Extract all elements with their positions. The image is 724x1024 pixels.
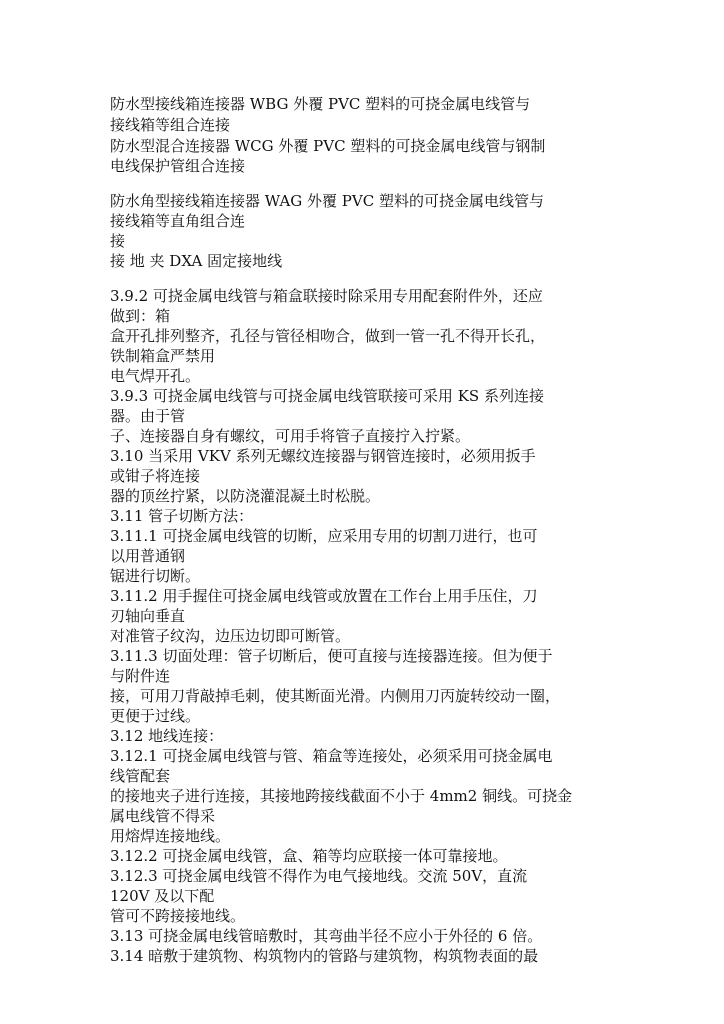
text-line: 3.12.2 可挠金属电线管，盒、箱等均应联接一体可靠接地。 — [110, 847, 508, 865]
text-line: 3.14 暗敷于建筑物、构筑物内的管路与建筑物，构筑物表面的最 — [110, 947, 539, 965]
text-line: 3.12.1 可挠金属电线管与管、箱盒等连接处，必须采用可挠金属电 — [110, 747, 553, 765]
text-line: 3.11.2 用手握住可挠金属电线管或放置在工作台上用手压住，刀 — [110, 587, 538, 605]
text-line: 管可不跨接接地线。 — [110, 907, 246, 925]
text-line: 与附件连 — [110, 667, 171, 685]
text-line: 做到：箱 — [110, 307, 171, 325]
text-line: 3.11.1 可挠金属电线管的切断，应采用专用的切割刀进行，也可 — [110, 527, 538, 545]
text-line: 接，可用刀背敲掉毛刺，使其断面光滑。内侧用刀丙旋转绞动一圈， — [110, 687, 561, 705]
text-line: 电线保护管组合连接 — [110, 157, 246, 175]
text-line: 3.9.3 可挠金属电线管与可挠金属电线管联接可采用 KS 系列连接 — [110, 387, 544, 405]
text-line: 3.9.2 可挠金属电线管与箱盒联接时除采用专用配套附件外，还应 — [110, 287, 543, 305]
text-line: 用熔焊连接地线。 — [110, 827, 231, 845]
text-line: 接 地 夹 DXA 固定接地线 — [110, 252, 283, 270]
text-line: 更便于过线。 — [110, 707, 201, 725]
text-line: 刃轴向垂直 — [110, 607, 186, 625]
text-line: 接线箱等直角组合连 — [110, 212, 246, 230]
text-line: 器。由于管 — [110, 407, 186, 425]
text-line: 对准管子纹沟，边压边切即可断管。 — [110, 627, 351, 645]
text-line: 3.12 地线连接： — [110, 727, 224, 745]
text-line: 防水角型接线箱连接器 WAG 外覆 PVC 塑料的可挠金属电线管与 — [110, 192, 544, 210]
text-line: 盒开孔排列整齐，孔径与管径相吻合，做到一管一孔不得开长孔， — [110, 327, 546, 345]
text-line: 电气焊开孔。 — [110, 367, 201, 385]
text-line: 器的顶丝拧紧，以防浇灌混凝土时松脱。 — [110, 487, 381, 505]
text-line: 铁制箱盒严禁用 — [110, 347, 216, 365]
text-line: 的接地夹子进行连接，其接地跨接线截面不小于 4mm2 铜线。可挠金 — [110, 787, 573, 805]
text-line: 以用普通钢 — [110, 547, 186, 565]
text-line: 防水型混合连接器 WCG 外覆 PVC 塑料的可挠金属电线管与钢制 — [110, 137, 546, 155]
text-line: 子、连接器自身有螺纹，可用手将管子直接拧入拧紧。 — [110, 427, 471, 445]
text-line: 3.11 管子切断方法： — [110, 507, 254, 525]
text-line: 接 — [110, 232, 126, 250]
text-line: 3.12.3 可挠金属电线管不得作为电气接地线。交流 50V，直流 — [110, 867, 528, 885]
text-line: 3.13 可挠金属电线管暗敷时，其弯曲半径不应小于外径的 6 倍。 — [110, 927, 543, 945]
text-line: 线管配套 — [110, 767, 171, 785]
text-line: 3.11.3 切面处理：管子切断后，便可直接与连接器连接。但为便于 — [110, 647, 553, 665]
text-line: 属电线管不得采 — [110, 807, 216, 825]
text-line: 120V 及以下配 — [110, 887, 215, 905]
text-line: 3.10 当采用 VKV 系列无螺纹连接器与钢管连接时，必须用扳手 — [110, 447, 536, 465]
text-line: 接线箱等组合连接 — [110, 116, 231, 134]
text-line: 防水型接线箱连接器 WBG 外覆 PVC 塑料的可挠金属电线管与 — [110, 95, 531, 113]
text-line: 或钳子将连接 — [110, 467, 201, 485]
text-line: 锯进行切断。 — [110, 567, 201, 585]
